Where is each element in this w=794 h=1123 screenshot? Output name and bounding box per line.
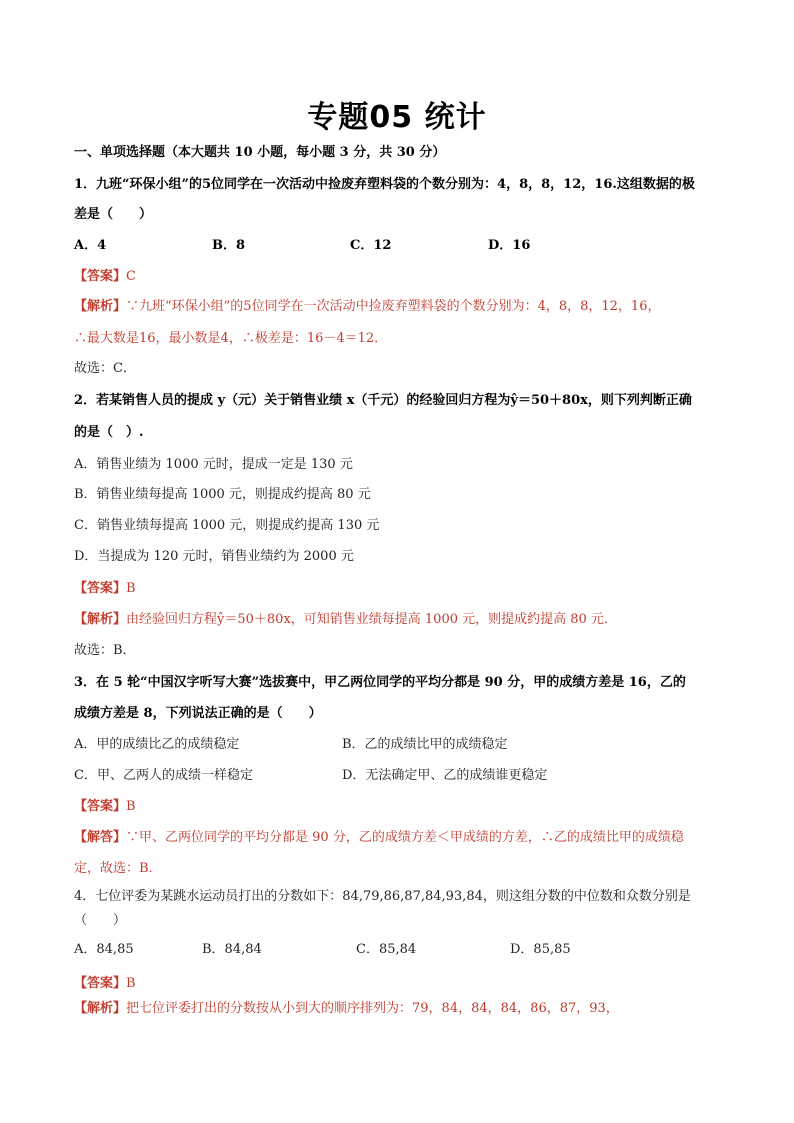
answer-value: B [126, 976, 136, 991]
q1-option-b: B．8 [212, 238, 246, 253]
q2-conclusion: 故选：B． [74, 643, 136, 658]
q3-option-b: B．乙的成绩比甲的成绩稳定 [342, 737, 508, 752]
q3-stem-line2: 成绩方差是 8，下列说法正确的是（ ） [74, 706, 322, 721]
analysis-text: ∵甲、乙两位同学的平均分都是 90 分，乙的成绩方差＜甲成绩的方差，∴乙的成绩比甲的成绩稳 [126, 830, 684, 845]
q4-analysis-line1 [74, 1000, 724, 1018]
answer-label: 【答案】 [74, 269, 127, 284]
q2-stem-line2: 的是（ ）. [74, 425, 144, 440]
q1-stem-line2: 差是（ ） [74, 207, 153, 222]
analysis-label: 【解析】 [74, 612, 127, 627]
q3-option-a: A．甲的成绩比乙的成绩稳定 [74, 737, 240, 752]
q1-analysis-line2: ∴最大数是16，最小数是4，∴极差是：16－4＝12． [74, 331, 388, 346]
q4-option-d: D．85,85 [510, 942, 571, 957]
answer-label: 【答案】 [74, 799, 127, 814]
q3-answer [74, 798, 724, 816]
q2-option-c: C．销售业绩每提高 1000 元，则提成约提高 130 元 [74, 518, 380, 533]
q2-option-b: B．销售业绩每提高 1000 元，则提成约提高 80 元 [74, 487, 371, 502]
q4-option-c: C．85,84 [356, 942, 417, 957]
section-heading: 一、单项选择题（本大题共 10 小题，每小题 3 分，共 30 分） [74, 145, 446, 160]
q1-option-c: C．12 [350, 238, 392, 253]
answer-label: 【答案】 [74, 581, 127, 596]
q2-answer [74, 580, 724, 598]
q1-option-d: D．16 [488, 238, 531, 253]
q3-stem-line1: 3．在 5 轮“中国汉字听写大赛”选拔赛中，甲乙两位同学的平均分都是 90 分，甲的成绩方差是 16，乙的 [74, 675, 686, 690]
q4-stem-line1: 4．七位评委为某跳水运动员打出的分数如下：84,79,86,87,84,93,84，则这组分数的中位数和众数分别是 [74, 889, 691, 904]
q2-option-d: D．当提成为 120 元时，销售业绩约为 2000 元 [74, 549, 354, 564]
q1-option-a: A．4 [74, 238, 107, 253]
q2-analysis-line1 [74, 611, 724, 629]
q4-option-b: B．84,84 [202, 942, 262, 957]
answer-value: C [126, 269, 136, 284]
q1-conclusion: 故选：C． [74, 361, 136, 376]
analysis-text: ∵九班“环保小组”的5位同学在一次活动中捡废弃塑料袋的个数分别为：4，8，8，12，16， [126, 299, 661, 314]
q2-option-a: A．销售业绩为 1000 元时，提成一定是 130 元 [74, 457, 353, 472]
analysis-text: 由经验回归方程ŷ＝50＋80x，可知销售业绩每提高 1000 元，则提成约提高 80 元． [126, 612, 617, 627]
q1-answer [74, 268, 724, 286]
answer-label: 【答案】 [74, 976, 127, 991]
q3-analysis-line1 [74, 829, 724, 847]
analysis-text: 把七位评委打出的分数按从小到大的顺序排列为：79，84，84，84，86，87，93， [126, 1001, 619, 1016]
answer-value: B [126, 799, 136, 814]
q3-analysis-line2: 定，故选：B． [74, 861, 162, 876]
analysis-label: 【解析】 [74, 1001, 127, 1016]
q2-stem-line1: 2．若某销售人员的提成 y（元）关于销售业绩 x（千元）的经验回归方程为ŷ＝50＋80x，则下列判断正确 [74, 393, 692, 408]
q1-stem-line1: 1．九班“环保小组”的5位同学在一次活动中捡废弃塑料袋的个数分别为：4，8，8，12，16.这组数据的极 [74, 177, 695, 192]
q4-option-a: A．84,85 [74, 942, 134, 957]
analysis-label: 【解析】 [74, 299, 127, 314]
q4-stem-line2: （ ） [74, 913, 127, 928]
q3-option-c: C．甲、乙两人的成绩一样稳定 [74, 768, 253, 783]
answer-value: B [126, 581, 136, 596]
q4-answer [74, 975, 724, 993]
q3-option-d: D．无法确定甲、乙的成绩谁更稳定 [342, 768, 548, 783]
page-title: 专题05 统计 [307, 100, 487, 135]
analysis-label: 【解答】 [74, 830, 127, 845]
q1-analysis-line1 [74, 298, 724, 316]
